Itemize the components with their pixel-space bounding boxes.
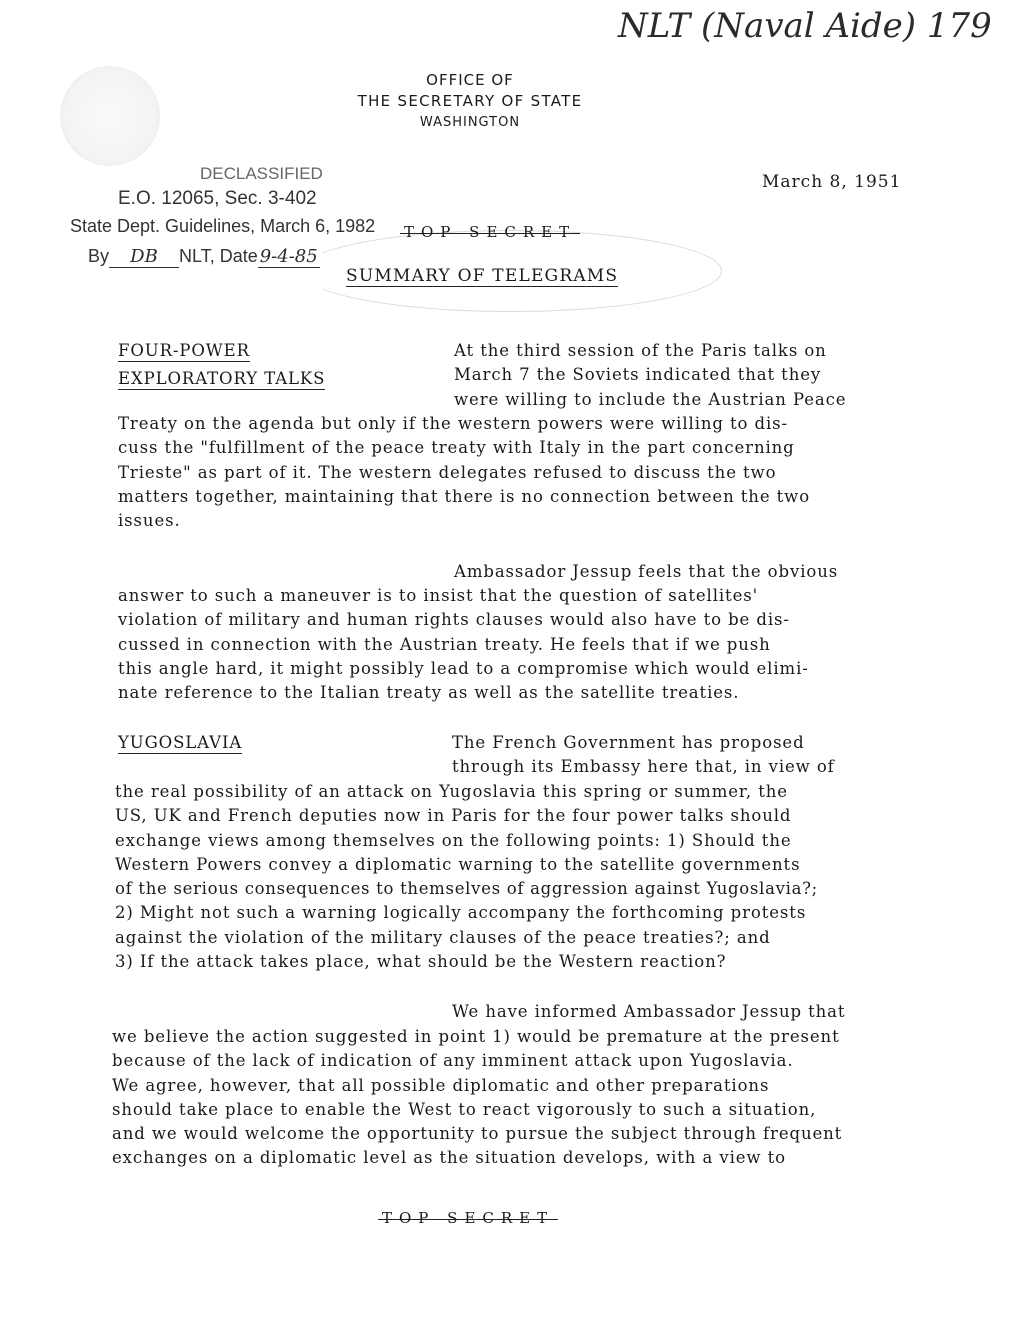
four-power-para2-body bbox=[118, 584, 809, 705]
four-power-heading-line2 bbox=[118, 367, 325, 391]
four-power-para2-intro bbox=[454, 560, 838, 584]
yugoslavia-heading bbox=[118, 731, 242, 755]
paragraph-line: 2) Might not such a warning logically accompany the forthcoming protests bbox=[115, 903, 807, 923]
yugoslavia-para1-intro bbox=[452, 731, 835, 780]
paragraph-line: of the serious consequences to themselves of aggression against Yugoslavia?; bbox=[115, 879, 818, 899]
classification-footer-text: TOP SECRET bbox=[382, 1206, 554, 1230]
four-power-heading-line1 bbox=[118, 339, 325, 363]
four-power-para1-intro bbox=[454, 339, 846, 412]
four-power-heading bbox=[118, 339, 325, 392]
letterhead-line3: WASHINGTON bbox=[419, 115, 521, 130]
paragraph-line: cussed in connection with the Austrian treaty. He feels that if we push bbox=[118, 634, 771, 654]
paragraph-line: Ambassador Jessup feels that the obvious bbox=[454, 562, 839, 581]
paragraph-line: exchanges on a diplomatic level as the situation develops, with a view to bbox=[112, 1148, 786, 1168]
paragraph-line: should take place to enable the West to react vigorously to such a situation, bbox=[112, 1099, 817, 1119]
paragraph-line: against the violation of the military clauses of the peace treaties?; and bbox=[115, 927, 771, 947]
paragraph-line: were willing to include the Austrian Peace bbox=[454, 389, 847, 409]
yugoslavia-para2-body bbox=[112, 1025, 842, 1171]
four-power-heading-line1-text: FOUR-POWER bbox=[118, 341, 250, 360]
yugoslavia-para1-body bbox=[115, 780, 818, 974]
yugoslavia-para2-intro bbox=[452, 1000, 845, 1024]
paragraph-line: nate reference to the Italian treaty as well as the satellite treaties. bbox=[118, 683, 740, 703]
classification-header-text: TOP SECRET bbox=[404, 220, 576, 244]
paragraph-line: cuss the "fulfillment of the peace treaty with Italy in the part concerning bbox=[118, 438, 795, 458]
summary-title-text: SUMMARY OF TELEGRAMS bbox=[346, 266, 619, 286]
paragraph-line: Western Powers convey a diplomatic warning to the satellite governments bbox=[115, 854, 801, 874]
paragraph-line: We have informed Ambassador Jessup that bbox=[452, 1002, 846, 1021]
paragraph-line: Treaty on the agenda but only if the western powers were willing to dis- bbox=[118, 414, 788, 433]
department-seal-emblem bbox=[60, 66, 160, 166]
classification-footer bbox=[382, 1206, 554, 1230]
paragraph-line: issues. bbox=[118, 511, 181, 531]
paragraph-line: we believe the action suggested in point 1) would be premature at the present bbox=[112, 1027, 840, 1046]
paragraph-line: At the third session of the Paris talks on bbox=[454, 341, 827, 360]
declassification-by-line bbox=[88, 246, 320, 268]
yugoslavia-heading-text: YUGOSLAVIA bbox=[118, 733, 243, 752]
paragraph-line: this angle hard, it might possibly lead to a compromise which would elimi- bbox=[118, 658, 809, 678]
paragraph-line: exchange views among themselves on the following points: 1) Should the bbox=[115, 830, 792, 850]
paragraph-line: US, UK and French deputies now in Paris for the four power talks should bbox=[115, 806, 792, 826]
letterhead bbox=[330, 70, 610, 133]
paragraph-line: violation of military and human rights clauses would also have to be dis- bbox=[118, 610, 790, 630]
paragraph-line: Trieste" as part of it. The western delegates refused to discuss the two bbox=[118, 462, 777, 482]
paragraph-line: answer to such a maneuver is to insist that the question of satellites' bbox=[118, 586, 759, 605]
paragraph-line: March 7 the Soviets indicated that they bbox=[454, 365, 822, 385]
summary-title bbox=[346, 264, 618, 288]
letterhead-line1: OFFICE OF bbox=[426, 71, 514, 89]
paragraph-line: 3) If the attack takes place, what should be the Western reaction? bbox=[115, 952, 727, 972]
paragraph-line: We agree, however, that all possible diplomatic and other preparations bbox=[112, 1075, 770, 1095]
declassification-order: E.O. 12065, Sec. 3-402 bbox=[118, 188, 317, 209]
four-power-heading-line2-text: EXPLORATORY TALKS bbox=[118, 369, 326, 389]
declassification-date: 9-4-85 bbox=[258, 246, 320, 268]
document-date: March 8, 1951 bbox=[762, 172, 902, 192]
letterhead-line2: THE SECRETARY OF STATE bbox=[357, 92, 583, 110]
paragraph-line: and we would welcome the opportunity to pursue the subject through frequent bbox=[112, 1124, 843, 1144]
declassification-guidelines: State Dept. Guidelines, March 6, 1982 bbox=[70, 216, 376, 236]
handwritten-note: NLT (Naval Aide) 179 bbox=[618, 6, 992, 46]
classification-header bbox=[404, 220, 576, 244]
paragraph-line: because of the lack of indication of any imminent attack upon Yugoslavia. bbox=[112, 1051, 794, 1071]
declassified-stamp: DECLASSIFIED bbox=[200, 164, 323, 183]
paragraph-line: through its Embassy here that, in view of bbox=[452, 757, 835, 777]
by-initials: DB bbox=[109, 246, 179, 268]
by-label: By bbox=[88, 246, 110, 266]
paragraph-line: The French Government has proposed bbox=[452, 733, 805, 752]
paragraph-line: the real possibility of an attack on Yugoslavia this spring or summer, the bbox=[115, 782, 788, 801]
nlt-date-label: NLT, Date bbox=[179, 246, 258, 266]
four-power-para1-body bbox=[118, 412, 810, 533]
paragraph-line: matters together, maintaining that there is no connection between the two bbox=[118, 486, 811, 506]
